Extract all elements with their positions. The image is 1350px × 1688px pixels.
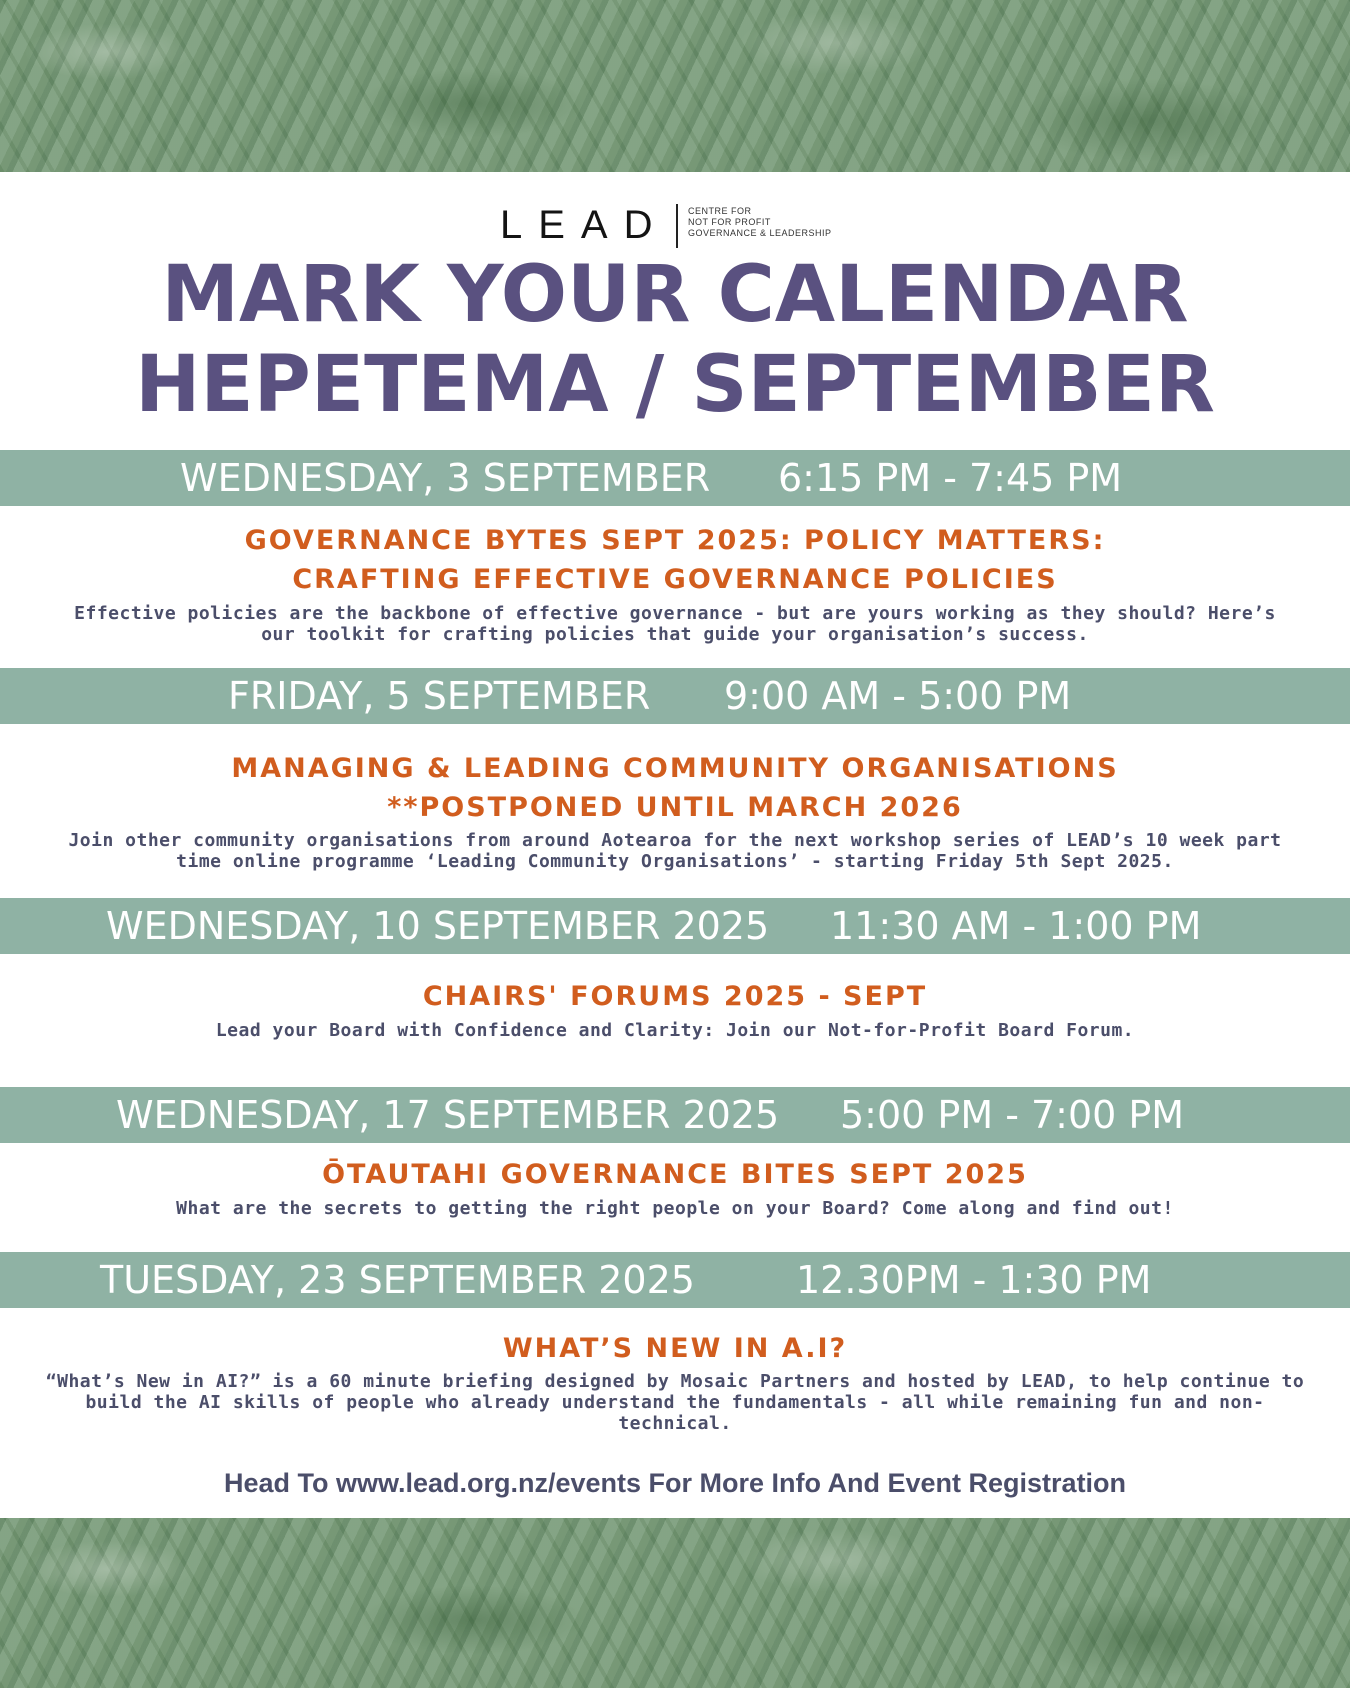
event-date: TUESDAY, 23 SEPTEMBER 2025: [100, 1258, 695, 1302]
foliage-background-top: [0, 0, 1350, 172]
event-description: What are the secrets to getting the right people on your Board? Come along and find out!: [176, 1198, 1174, 1219]
event-description: Effective policies are the backbone of effective governance - but are yours working as they should? Here’s: [74, 603, 1276, 624]
event-description: build the AI skills of people who already understand the fundamentals - all while remaining fun and non-technical.: [85, 1392, 1265, 1434]
foliage-background-bottom: [0, 1518, 1350, 1688]
page-title-line1: MARK YOUR CALENDAR: [161, 250, 1189, 340]
event-date: FRIDAY, 5 SEPTEMBER: [228, 674, 651, 718]
event-description: “What’s New in AI?” is a 60 minute briefing designed by Mosaic Partners and hosted by LEAD, to help continue to: [45, 1371, 1305, 1392]
page-title-line2: HEPETEMA / SEPTEMBER: [135, 340, 1215, 430]
event-date-band: [0, 1252, 1350, 1308]
event-description: our toolkit for crafting policies that guide your organisation’s success.: [261, 624, 1089, 645]
event-date-band: [0, 450, 1350, 506]
event-date-band: [0, 1087, 1350, 1143]
event-title: **POSTPONED UNTIL MARCH 2026: [387, 792, 963, 823]
event-time: 5:00 PM - 7:00 PM: [840, 1093, 1185, 1137]
event-description: Join other community organisations from around Aotearoa for the next workshop series of LEAD’s 10 week part: [68, 830, 1282, 851]
event-time: 6:15 PM - 7:45 PM: [778, 456, 1123, 500]
event-time: 11:30 AM - 1:00 PM: [830, 904, 1202, 948]
event-title: WHAT’S NEW IN A.I?: [502, 1333, 848, 1364]
footer-registration-link[interactable]: Head To www.lead.org.nz/events For More Info And Event Registration: [223, 1468, 1127, 1498]
event-title: CRAFTING EFFECTIVE GOVERNANCE POLICIES: [292, 564, 1058, 595]
event-date: WEDNESDAY, 10 SEPTEMBER 2025: [106, 904, 770, 948]
event-title: CHAIRS' FORUMS 2025 - SEPT: [422, 981, 928, 1012]
event-date: WEDNESDAY, 3 SEPTEMBER: [180, 456, 711, 500]
event-time: 9:00 AM - 5:00 PM: [724, 674, 1072, 718]
event-description: Lead your Board with Confidence and Clarity: Join our Not-for-Profit Board Forum.: [215, 1020, 1135, 1041]
event-date-band: [0, 668, 1350, 724]
event-title: MANAGING & LEADING COMMUNITY ORGANISATIONS: [231, 753, 1119, 784]
event-date: WEDNESDAY, 17 SEPTEMBER 2025: [116, 1093, 780, 1137]
event-time: 12.30PM - 1:30 PM: [796, 1258, 1152, 1302]
event-date-band: [0, 898, 1350, 954]
event-title: ŌTAUTAHI GOVERNANCE BITES SEPT 2025: [322, 1159, 1028, 1190]
event-title: GOVERNANCE BYTES SEPT 2025: POLICY MATTERS:: [244, 525, 1106, 556]
logo-divider: [676, 204, 678, 248]
event-description: time online programme ‘Leading Community Organisations’ - starting Friday 5th Sept 2025.: [176, 851, 1174, 872]
logo-wordmark: LEAD: [500, 203, 669, 247]
logo-tagline: CENTRE FOR NOT FOR PROFIT GOVERNANCE & LEADERSHIP: [688, 206, 832, 238]
